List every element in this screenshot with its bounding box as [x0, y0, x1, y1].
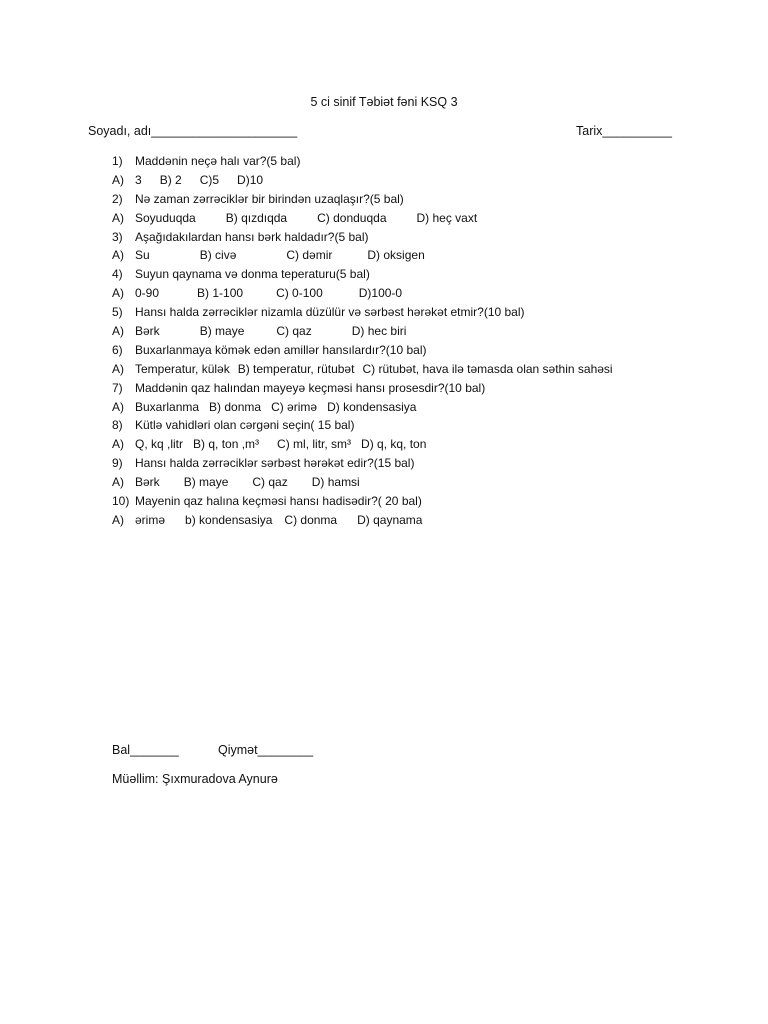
answer-row: [112, 360, 672, 379]
answer-option: D) heç vaxt: [416, 210, 478, 225]
question-row: [112, 454, 672, 473]
answer-option: D) qaynama: [357, 512, 423, 527]
name-field: Soyadı, adı_____________________: [88, 124, 298, 138]
answer-option: C) ərimə: [271, 399, 318, 414]
answer-row: [112, 322, 672, 341]
answer-option: Buxarlanma: [135, 399, 200, 414]
question-row: [112, 152, 672, 171]
answer-option: Temperatur, külək: [135, 361, 230, 376]
answer-option: D) kondensasiya: [327, 399, 417, 414]
answer-row: [112, 435, 672, 454]
question-text: Mayenin qaz halına keçməsi hansı hadisədir?( 20 bal): [135, 494, 422, 509]
answer-option: C) donma: [284, 512, 338, 527]
question-row: [112, 341, 672, 360]
answer-letter: A): [112, 399, 124, 414]
score-field: Bal_______: [112, 743, 179, 757]
question-number: 2): [112, 191, 123, 206]
answer-option: B) 2: [159, 172, 182, 187]
question-text: Nə zaman zərrəciklər bir birindən uzaqlaşır?(5 bal): [135, 191, 404, 206]
question-row: [112, 492, 672, 511]
answer-option: C) qaz: [276, 324, 312, 339]
question-list: [112, 152, 672, 530]
question-row: [112, 379, 672, 398]
answer-option: C) 0-100: [276, 286, 323, 301]
answer-option: D)100-0: [358, 286, 403, 301]
question-row: [112, 190, 672, 209]
answer-row: [112, 473, 672, 492]
answer-option: Soyuduqda: [135, 210, 196, 225]
answer-option: B) maye: [199, 324, 245, 339]
question-text: Suyun qaynama və donma teperaturu(5 bal): [135, 267, 370, 282]
answer-option: Bərk: [135, 324, 160, 339]
question-number: 4): [112, 267, 123, 282]
answer-option: B) donma: [209, 399, 262, 414]
answer-option: ərimə: [135, 512, 166, 527]
answer-option: C)5: [199, 172, 220, 187]
question-row: [112, 265, 672, 284]
question-row: [112, 228, 672, 247]
question-number: 9): [112, 456, 123, 471]
teacher-name: Müəllim: Şıxmuradova Aynurə: [112, 772, 278, 786]
answer-option: B) qızdıqda: [225, 210, 288, 225]
question-text: Maddənin qaz halından mayeyə keçməsi hansı prosesdir?(10 bal): [135, 380, 486, 395]
answer-letter: A): [112, 437, 124, 452]
question-number: 1): [112, 154, 123, 168]
answer-option: C) donduqda: [317, 210, 387, 225]
answer-letter: A): [112, 324, 124, 339]
answer-option: b) kondensasiya: [185, 512, 273, 527]
question-number: 5): [112, 305, 123, 320]
question-text: Kütlə vahidləri olan cərgəni seçin( 15 bal): [135, 418, 355, 433]
answer-row: [112, 171, 672, 190]
answer-letter: A): [112, 286, 124, 301]
answer-option: B) maye: [183, 475, 229, 490]
answer-row: [112, 511, 672, 530]
answer-letter: A): [112, 475, 124, 490]
question-text: Maddənin neçə halı var?(5 bal): [135, 154, 301, 168]
question-row: [112, 416, 672, 435]
answer-option: B) temperatur, rütubət: [237, 361, 355, 376]
page-title: 5 ci sinif Təbiət fəni KSQ 3: [310, 95, 458, 109]
answer-option: Q, kq ,litr: [135, 437, 184, 452]
answer-option: C) dəmir: [286, 248, 333, 263]
question-number: 8): [112, 418, 123, 433]
question-text: Aşağıdakılardan hansı bərk haldadır?(5 bal): [135, 229, 369, 244]
answer-row: [112, 209, 672, 228]
grade-field: Qiymət________: [218, 743, 314, 757]
answer-option: C) ml, litr, sm³: [277, 437, 352, 452]
answer-option: 0-90: [135, 286, 160, 301]
answer-option: B) civə: [199, 248, 237, 263]
answer-option: D) hec biri: [351, 324, 407, 339]
answer-option: D)10: [237, 172, 264, 187]
answer-option: D) hamsi: [311, 475, 360, 490]
answer-option: B) 1-100: [197, 286, 244, 301]
answer-option: B) q, ton ,m³: [193, 437, 260, 452]
date-field: Tarix__________: [576, 124, 672, 138]
question-text: Hansı halda zərrəciklər nizamla düzülür və sərbəst hərəkət etmir?(10 bal): [135, 305, 525, 320]
question-number: 10): [112, 494, 130, 509]
answer-letter: A): [112, 248, 124, 263]
answer-row: [112, 284, 672, 303]
answer-letter: A): [112, 361, 124, 376]
answer-row: [112, 398, 672, 417]
question-row: [112, 303, 672, 322]
answer-option: D) oksigen: [367, 248, 425, 263]
answer-option: Su: [135, 248, 150, 263]
answer-letter: A): [112, 172, 124, 187]
answer-letter: A): [112, 512, 124, 527]
answer-option: C) qaz: [252, 475, 288, 490]
answer-option: C) rütubət, hava ilə təmasda olan səthin sahəsi: [362, 361, 613, 376]
question-text: Buxarlanmaya kömək edən amillər hansılardır?(10 bal): [135, 342, 427, 357]
answer-option: 3: [135, 172, 142, 187]
answer-letter: A): [112, 210, 124, 225]
answer-option: Bərk: [135, 475, 160, 490]
question-text: Hansı halda zərrəciklər sərbəst hərəkət edir?(15 bal): [135, 456, 415, 471]
answer-row: [112, 246, 672, 265]
answer-option: D) q, kq, ton: [361, 437, 427, 452]
question-number: 3): [112, 229, 123, 244]
question-number: 7): [112, 380, 123, 395]
question-number: 6): [112, 342, 123, 357]
